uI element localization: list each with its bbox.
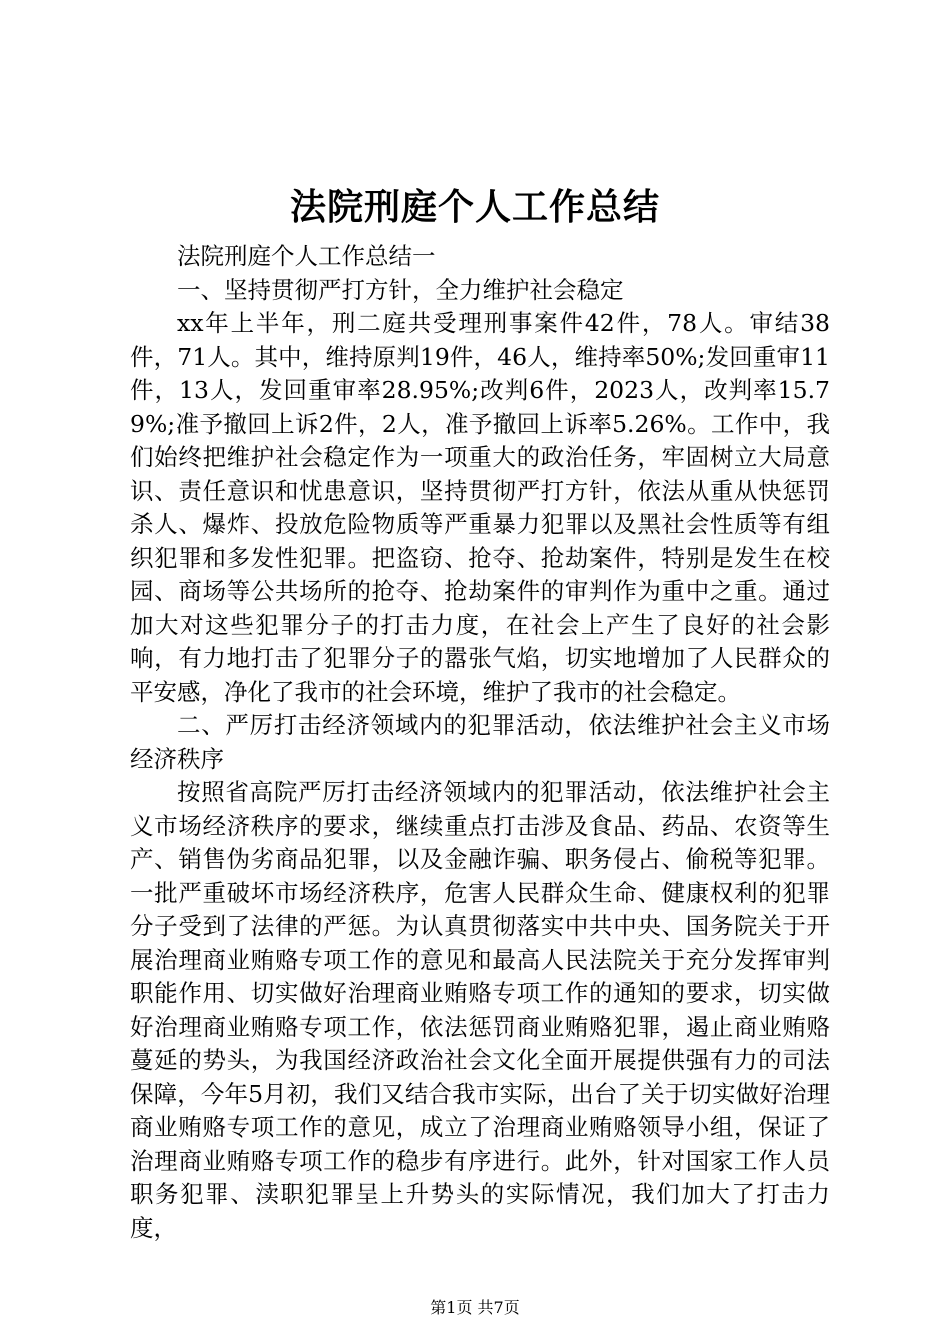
page-footer: 第1页 共7页	[430, 1298, 520, 1317]
body-paragraph-2: 按照省高院严厉打击经济领域内的犯罪活动，依法维护社会主义市场经济秩序的要求，继续重点打击涉及食品、药品、农资等生产、销售伪劣商品犯罪，以及金融诈骗、职务侵占、偷税等犯罪。一批严重破坏市场经济秩序，危害人民群众生命、健康权利的犯罪分子受到了法律的严惩。为认真贯彻落实中共中央、国务院关于开展治理商业贿赂专项工作的意见和最高人民法院关于充分发挥审判职能作用、切实做好治理商业贿赂专项工作的通知的要求，切实做好治理商业贿赂专项工作，依法惩罚商业贿赂犯罪，遏止商业贿赂蔓延的势头，为我国经济政治社会文化全面开展提供强有力的司法保障，今年5月初，我们又结合我市实际，出台了关于切实做好治理商业贿赂专项工作的意见，成立了治理商业贿赂领导小组，保证了治理商业贿赂专项工作的稳步有序进行。此外，针对国家工作人员职务犯罪、渎职犯罪呈上升势头的实际情况，我们加大了打击力度，	[130, 778, 830, 1242]
document-body	[130, 240, 830, 1245]
body-paragraph-1: xx年上半年，刑二庭共受理刑事案件42件，78人。审结38件，71人。其中，维持原判19件，46人，维持率50%;发回重审11件，13人，发回重审率28.95%;改判6件，2023人，改判率15.79%;准予撤回上诉2件，2人，准予撤回上诉率5.26%。工作中，我们始终把维护社会稳定作为一项重大的政治任务，牢固树立大局意识、责任意识和忧患意识，坚持贯彻严打方针，依法从重从快惩罚杀人、爆炸、投放危险物质等严重暴力犯罪以及黑社会性质等有组织犯罪和多发性犯罪。把盗窃、抢夺、抢劫案件，特别是发生在校园、商场等公共场所的抢夺、抢劫案件的审判作为重中之重。通过加大对这些犯罪分子的打击力度，在社会上产生了良好的社会影响，有力地打击了犯罪分子的嚣张气焰，切实地增加了人民群众的平安感，净化了我市的社会环境，维护了我市的社会稳定。	[130, 309, 830, 706]
subtitle-paragraph: 法院刑庭个人工作总结一	[177, 242, 436, 270]
document-title: 法院刑庭个人工作总结	[289, 186, 660, 228]
section-heading-2: 二、严厉打击经济领域内的犯罪活动，依法维护社会主义市场经济秩序	[130, 711, 830, 773]
section-heading-1: 一、坚持贯彻严打方针，全力维护社会稳定	[177, 275, 624, 304]
